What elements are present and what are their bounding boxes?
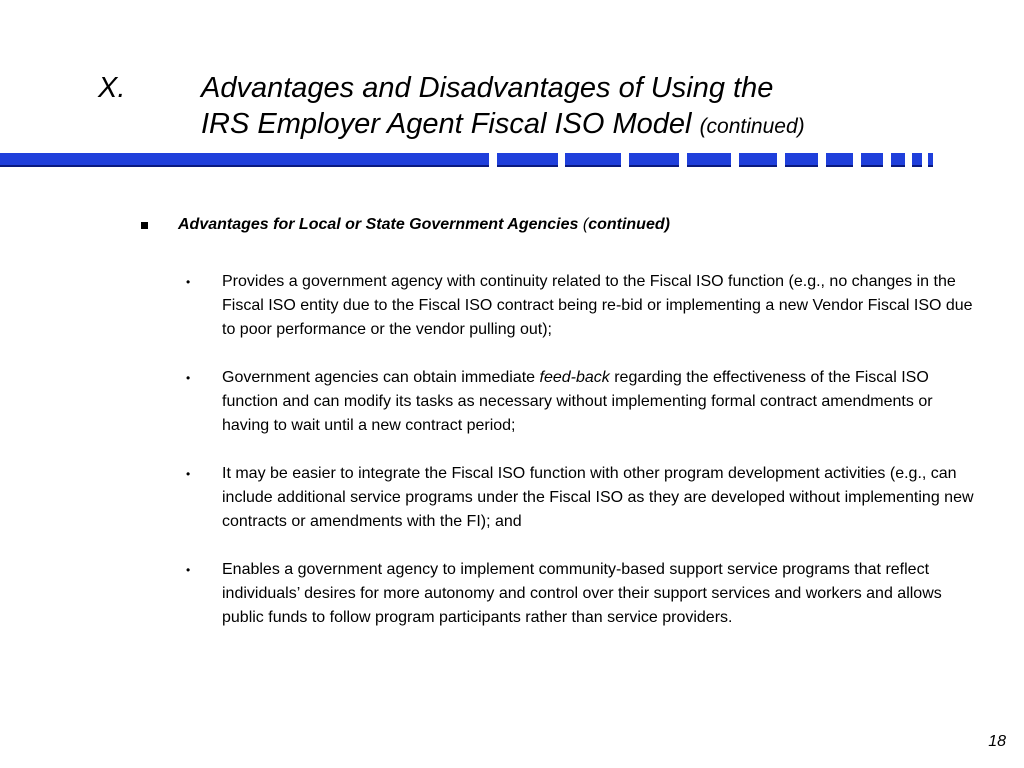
bullet-item [186,270,981,342]
bullet-item [186,366,981,438]
bullet-text-before: Government agencies can obtain immediate [222,369,540,386]
bullet-text: Enables a government agency to implement community-based support service programs that reflect individuals’ desires for more autonomy and control over their support services and workers and allows public funds to follow program participants rather than service providers. [222,561,942,626]
slide-title [201,70,981,145]
divider-segment [739,153,777,167]
title-line-2 [201,106,981,145]
divider-segment [497,153,558,167]
section-heading-paren: ( [582,216,589,233]
divider-segment [0,153,489,167]
slide-title-number: X. [98,72,126,104]
bullet-text-emphasis: feed-back [539,369,610,386]
bullet-item [186,558,981,630]
divider-segment [687,153,731,167]
title-line-1: Advantages and Disadvantages of Using the [201,72,774,104]
bullet-item [186,462,981,534]
divider-segment [891,153,905,167]
section-heading-continued: continued) [588,216,670,233]
bullet-dot-icon: • [186,467,191,481]
bullet-dot-icon: • [186,371,191,385]
bullet-dot-icon: • [186,563,191,577]
divider-segment [785,153,818,167]
divider-segment [565,153,621,167]
bullet-text: It may be easier to integrate the Fiscal ISO function with other program development activities (e.g., can include additional service programs under the Fiscal ISO as they are developed without implementing new contracts or amendments with the FI); and [222,465,974,530]
section-heading-main: Advantages for Local or State Government Agencies [178,216,579,233]
bullet-text-after: regarding the effectiveness of the Fiscal ISO function and can modify its tasks as necessary without implementing formal contract amendments or having to wait until a new contract period; [222,369,933,434]
section-heading-text [178,214,670,236]
bullet-text [222,369,933,434]
bullet-dot-icon: • [186,275,191,289]
divider-segment [928,153,933,167]
bullet-text: Provides a government agency with continuity related to the Fiscal ISO function (e.g., no changes in the Fiscal ISO entity due to the Fiscal ISO contract being re-bid or implementing a new Vendor Fiscal ISO due to poor performance or the vendor pulling out); [222,273,973,338]
bullet-list [186,270,981,654]
divider-segment [861,153,883,167]
title-line-2-text: IRS Employer Agent Fiscal ISO Model [201,108,692,140]
page-number: 18 [988,733,1006,750]
title-divider-bar [0,153,940,167]
square-bullet-icon [141,222,148,229]
title-continued: (continued) [699,115,805,138]
divider-segment [826,153,853,167]
divider-segment [912,153,922,167]
divider-segment [629,153,679,167]
